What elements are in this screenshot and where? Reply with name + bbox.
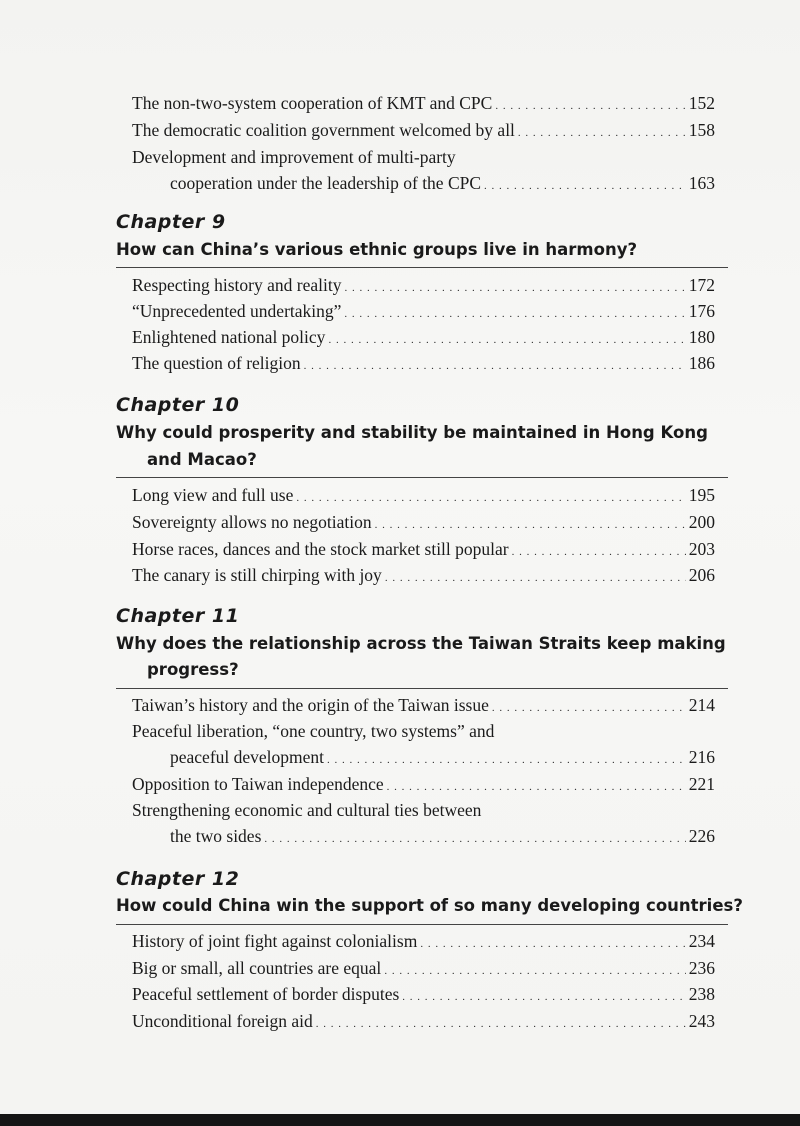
- toc-entry: [170, 172, 715, 194]
- toc-entry: [132, 538, 715, 560]
- entry-title-line: Development and improvement of multi-party: [132, 147, 456, 167]
- toc-entry: [132, 119, 715, 141]
- entry-title: Enlightened national policy: [132, 327, 326, 347]
- entry-page: 203: [688, 539, 715, 559]
- leader-dots: [344, 277, 685, 299]
- entry-title: peaceful development: [170, 747, 325, 767]
- leader-dots: [296, 487, 685, 509]
- leader-dots: [484, 175, 686, 197]
- entry-title-line: Strengthening economic and cultural ties between: [132, 800, 482, 820]
- chapter-question-cont: progress?: [147, 660, 239, 679]
- toc-entry: [132, 694, 715, 716]
- entry-page: 158: [688, 120, 715, 140]
- entry-page: 214: [688, 695, 715, 715]
- leader-dots: [495, 95, 685, 117]
- toc-entry: [132, 352, 715, 374]
- toc-entry: [132, 773, 715, 795]
- toc-entry: [132, 983, 715, 1005]
- leader-dots: [512, 541, 686, 563]
- entry-title: Big or small, all countries are equal: [132, 958, 382, 978]
- entry-title: Peaceful settlement of border disputes: [132, 984, 400, 1004]
- page-bottom-edge: [0, 1114, 800, 1126]
- entry-title: Horse races, dances and the stock market still popular: [132, 539, 509, 559]
- entry-title: Long view and full use: [132, 485, 294, 505]
- leader-dots: [327, 749, 686, 771]
- entry-page: 195: [688, 485, 715, 505]
- entry-title: Sovereignty allows no negotiation: [132, 512, 372, 532]
- entry-page: 180: [688, 327, 715, 347]
- toc-entry: [132, 1010, 715, 1032]
- toc-entry: [132, 930, 715, 952]
- entry-title: “Unprecedented undertaking”: [132, 301, 342, 321]
- toc-entry: [132, 484, 715, 506]
- divider: [116, 267, 728, 268]
- divider: [116, 477, 728, 478]
- chapter-question: How can China’s various ethnic groups live in harmony?: [116, 240, 638, 259]
- leader-dots: [420, 933, 685, 955]
- leader-dots: [402, 986, 685, 1008]
- entry-page: 238: [688, 984, 715, 1004]
- chapter-label: Chapter 10: [116, 394, 240, 416]
- leader-dots: [316, 1013, 686, 1035]
- chapter-question: Why could prosperity and stability be maintained in Hong Kong: [116, 423, 708, 442]
- chapter-label: Chapter 11: [116, 605, 240, 627]
- leader-dots: [387, 776, 686, 798]
- toc-entry: [170, 746, 715, 768]
- toc-entry: [170, 825, 715, 847]
- entry-title: Taiwan’s history and the origin of the Taiwan issue: [132, 695, 489, 715]
- entry-title: The democratic coalition government welcomed by all: [132, 120, 515, 140]
- leader-dots: [264, 828, 685, 850]
- chapter-question: How could China win the support of so many developing countries?: [116, 896, 743, 915]
- entry-page: 234: [688, 931, 715, 951]
- entry-title: Opposition to Taiwan independence: [132, 774, 384, 794]
- toc-entry: [132, 564, 715, 586]
- entry-page: 200: [688, 512, 715, 532]
- entry-page: 172: [688, 275, 715, 295]
- chapter-label: Chapter 9: [116, 211, 226, 233]
- entry-page: 152: [688, 93, 715, 113]
- divider: [116, 924, 728, 925]
- leader-dots: [304, 355, 686, 377]
- entry-title: History of joint fight against colonialism: [132, 931, 418, 951]
- entry-page: 206: [688, 565, 715, 585]
- entry-page: 236: [688, 958, 715, 978]
- toc-entry: [132, 957, 715, 979]
- toc-entry: [132, 300, 715, 322]
- entry-page: 243: [688, 1011, 715, 1031]
- entry-page: 226: [688, 826, 715, 846]
- entry-page: 186: [688, 353, 715, 373]
- entry-page: 163: [688, 173, 715, 193]
- leader-dots: [518, 122, 686, 144]
- entry-page: 176: [688, 301, 715, 321]
- entry-page: 216: [688, 747, 715, 767]
- chapter-question: Why does the relationship across the Taiwan Straits keep making: [116, 634, 726, 653]
- entry-title: The canary is still chirping with joy: [132, 565, 382, 585]
- entry-page: 221: [688, 774, 715, 794]
- entry-title: Unconditional foreign aid: [132, 1011, 313, 1031]
- entry-title: Respecting history and reality: [132, 275, 342, 295]
- toc-entry: [132, 326, 715, 348]
- chapter-question-cont: and Macao?: [147, 450, 257, 469]
- leader-dots: [375, 514, 686, 536]
- toc-entry: [132, 92, 715, 114]
- entry-title: the two sides: [170, 826, 262, 846]
- leader-dots: [344, 303, 685, 325]
- leader-dots: [384, 960, 685, 982]
- toc-entry: [132, 511, 715, 533]
- toc-entry: [132, 274, 715, 296]
- entry-title: The question of religion: [132, 353, 301, 373]
- entry-title: The non-two-system cooperation of KMT and CPC: [132, 93, 493, 113]
- entry-title-line: Peaceful liberation, “one country, two systems” and: [132, 721, 495, 741]
- leader-dots: [385, 567, 686, 589]
- divider: [116, 688, 728, 689]
- leader-dots: [328, 329, 685, 351]
- chapter-label: Chapter 12: [116, 868, 240, 890]
- leader-dots: [492, 697, 686, 719]
- entry-title: cooperation under the leadership of the CPC: [170, 173, 482, 193]
